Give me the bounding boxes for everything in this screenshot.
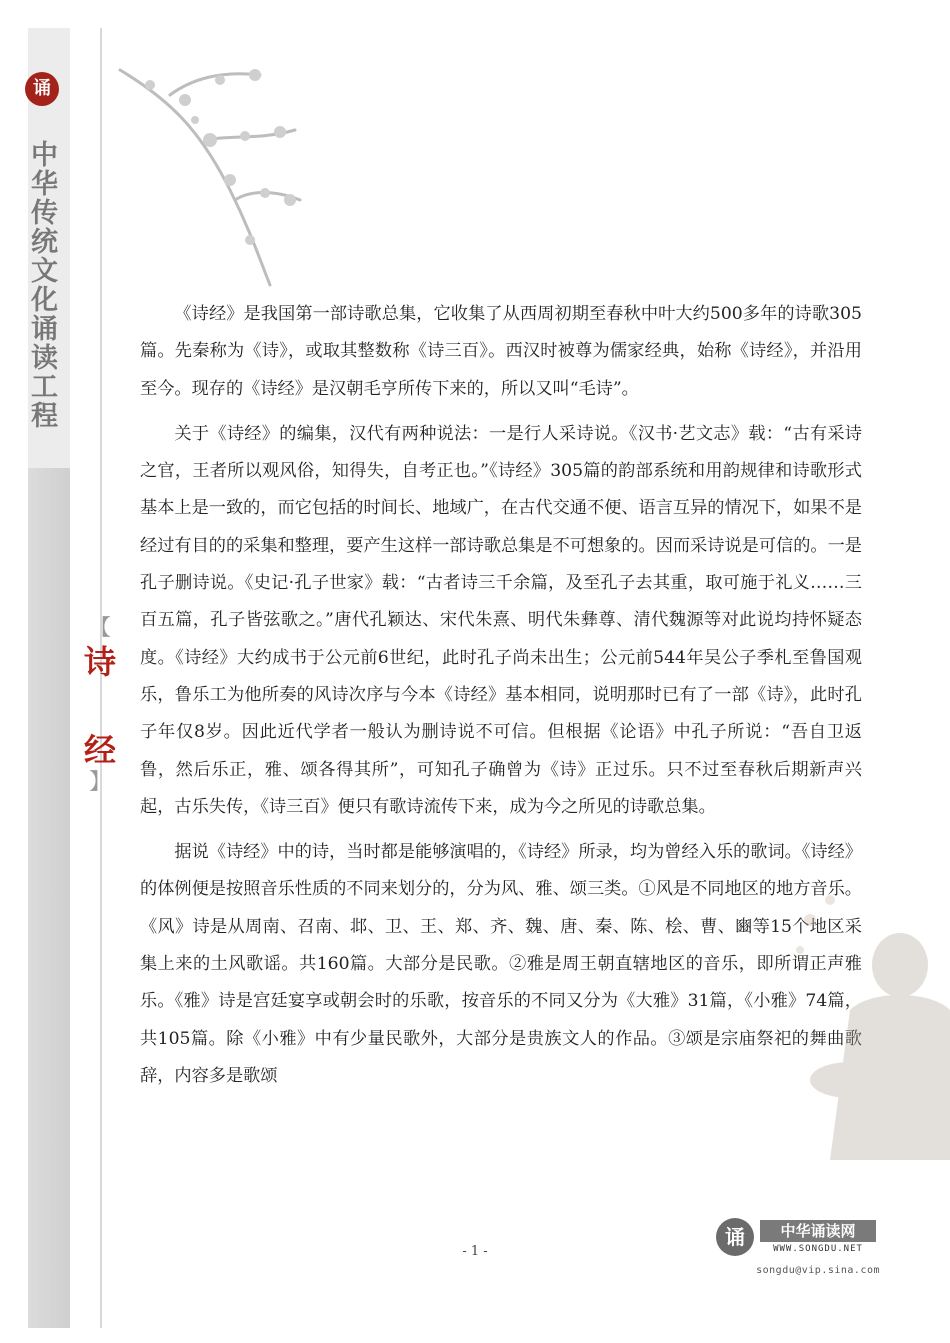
paragraph-3: 据说《诗经》中的诗，当时都是能够演唱的，《诗经》所录，均为曾经入乐的歌词。《诗经》的体例便是按照音乐性质的不同来划分的，分为风、雅、颂三类。①风是不同地区的地方音乐。《风》诗是从周南、召南、邶、卫、王、郑、齐、魏、唐、秦、陈、桧、曹、豳等15个地区采集上来的土风歌谣。共160篇。大部分是民歌。②雅是周王朝直辖地区的音乐，即所谓正声雅乐。《雅》诗是宫廷宴享或朝会时的乐歌，按音乐的不同又分为《大雅》31篇，《小雅》74篇，共105篇。除《小雅》中有少量民歌外，大部分是贵族文人的作品。③颂是宗庙祭祀的舞曲歌辞，内容多是歌颂	[140, 842, 862, 1086]
section-char-1: 诗	[83, 643, 116, 681]
blossom-branch-decoration	[110, 40, 310, 290]
page-number: - 1 -	[462, 1244, 488, 1259]
side-title: 中华传统文化诵读工程	[26, 140, 57, 430]
paragraph-1: 《诗经》是我国第一部诗歌总集，它收集了从西周初期至春秋中叶大约500多年的诗歌305篇。先秦称为《诗》，或取其整数称《诗三百》。西汉时被尊为儒家经典，始称《诗经》，并沿用至今。现存的《诗经》是汉朝毛亨所传下来的，所以又叫“毛诗”。	[140, 304, 862, 399]
article-body	[140, 296, 862, 1103]
scholar-illustration-decoration	[790, 880, 950, 1160]
site-email: songdu@vip.sina.com	[756, 1265, 880, 1276]
section-char-2: 经	[83, 731, 116, 769]
section-bracket-close: 】	[88, 770, 111, 795]
paragraph-2: 关于《诗经》的编集，汉代有两种说法：一是行人采诗说。《汉书·艺文志》载：“古有采诗之官，王者所以观风俗，知得失，自考正也。”《诗经》305篇的韵部系统和用韵规律和诗歌形式基本上是一致的，而它包括的时间长、地域广，在古代交通不便、语言互异的情况下，如果不是经过有目的的采集和整理，要产生这样一部诗歌总集是不可想象的。因而采诗说是可信的。一是孔子删诗说。《史记·孔子世家》载：“古者诗三千余篇，及至孔子去其重，取可施于礼义……三百五篇，孔子皆弦歌之。”唐代孔颖达、宋代朱熹、明代朱彝尊、清代魏源等对此说均持怀疑态度。《诗经》大约成书于公元前6世纪，此时孔子尚未出生；公元前544年吴公子季札至鲁国观乐，鲁乐工为他所奏的风诗次序与今本《诗经》基本相同，说明那时已有了一部《诗》，此时孔子年仅8岁。因此近代学者一般认为删诗说不可信。但根据《论语》中孔子所说：“吾自卫返鲁，然后乐正，雅、颂各得其所”，可知孔子确曾为《诗》正过乐。只不过至春秋后期新声兴起，古乐失传，《诗三百》便只有歌诗流传下来，成为今之所见的诗歌总集。	[140, 423, 862, 817]
site-logo	[716, 1218, 876, 1258]
site-logo-name: 中华诵读网	[760, 1220, 876, 1242]
site-url: WWW.SONGDU.NET	[773, 1244, 863, 1254]
section-bracket-open: 【	[88, 616, 111, 641]
section-label	[80, 618, 120, 794]
seal-logo-icon: 诵	[25, 72, 59, 106]
site-logo-icon: 诵	[716, 1218, 754, 1256]
